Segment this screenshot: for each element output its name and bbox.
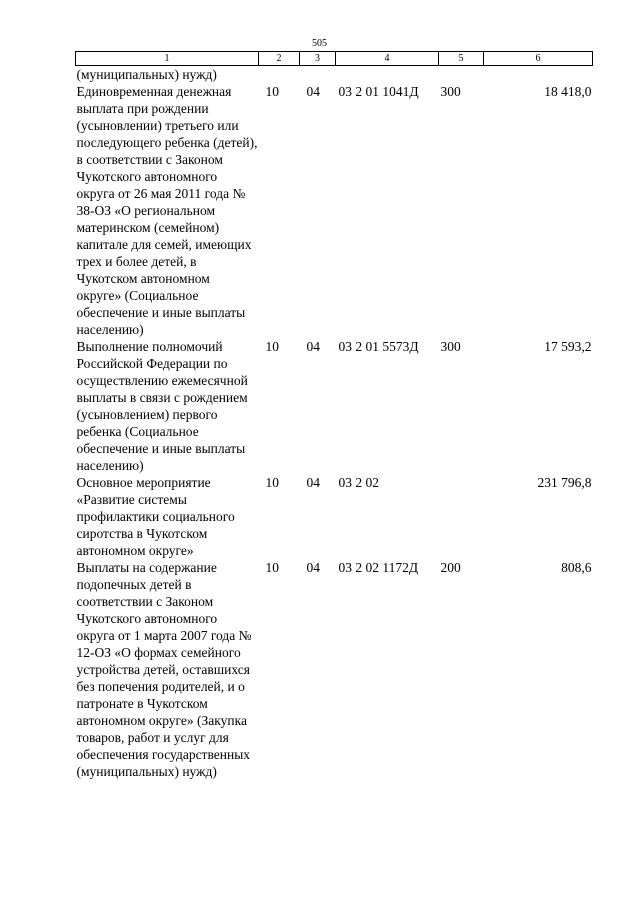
- column-header-3: 3: [300, 52, 336, 66]
- continuation-text: (муниципальных) нужд): [76, 67, 217, 82]
- row-section: 10: [265, 84, 279, 99]
- row-expense-type: 300: [440, 84, 461, 99]
- row-amount: 231 796,8: [537, 475, 592, 490]
- header-row: [76, 52, 593, 66]
- row-subsection: 04: [306, 560, 320, 575]
- row-section: 10: [265, 475, 279, 490]
- row-subsection: 04: [306, 475, 320, 490]
- column-header-6: 6: [484, 52, 593, 66]
- column-header-5: 5: [439, 52, 484, 66]
- row-name: Выполнение полномочий Российской Федерации по осуществлению ежемесячной выплаты в связи с рождением (усыновлением) первого ребенка (Социальное обеспечение и иные выплаты населению): [76, 339, 248, 473]
- column-header-4: 4: [336, 52, 439, 66]
- row-amount: 17 593,2: [544, 339, 592, 354]
- row-subsection: 04: [306, 339, 320, 354]
- row-name: Единовременная денежная выплата при рождении (усыновлении) третьего или последующего ребенка (детей), в соответствии с Законом Чукотского автономного округа от 26 мая 2011 года № 38-ОЗ «О региональном материнском (семейном) капитале для семей, имеющих трех и более детей, в Чукотском автономном округе» (Социальное обеспечение и иные выплаты населению): [76, 84, 258, 337]
- table-row: [76, 338, 593, 474]
- column-header-1: 1: [76, 52, 259, 66]
- row-target-code: 03 2 01 1041Д: [338, 84, 419, 99]
- page-number: 505: [312, 38, 327, 49]
- row-subsection: 04: [306, 84, 320, 99]
- table-row: [76, 559, 593, 780]
- row-name: Выплаты на содержание подопечных детей в соответствии с Законом Чукотского автономного округа от 1 марта 2007 года № 12-ОЗ «О формах семейного устройства детей, оставшихся без попечения родителей, и о патронате в Чукотском автономном округе» (Закупка товаров, работ и услуг для обеспечения государственных (муниципальных) нужд): [76, 560, 252, 779]
- row-amount: 18 418,0: [544, 84, 592, 99]
- table-header: [76, 52, 593, 66]
- row-expense-type: 200: [440, 560, 461, 575]
- table-body: [76, 66, 593, 781]
- row-expense-type: [439, 474, 484, 559]
- continuation-row: [76, 66, 593, 84]
- row-section: 10: [265, 339, 279, 354]
- row-amount: 808,6: [561, 560, 592, 575]
- row-expense-type: 300: [440, 339, 461, 354]
- row-name: Основное мероприятие «Развитие системы профилактики социального сиротства в Чукотском автономном округе»: [76, 475, 235, 558]
- column-header-2: 2: [259, 52, 300, 66]
- row-target-code: 03 2 02 1172Д: [338, 560, 419, 575]
- row-target-code: 03 2 02: [338, 475, 379, 490]
- budget-table: [75, 51, 593, 780]
- row-section: 10: [265, 560, 279, 575]
- row-target-code: 03 2 01 5573Д: [338, 339, 419, 354]
- table-row: [76, 83, 593, 338]
- table-row: [76, 474, 593, 559]
